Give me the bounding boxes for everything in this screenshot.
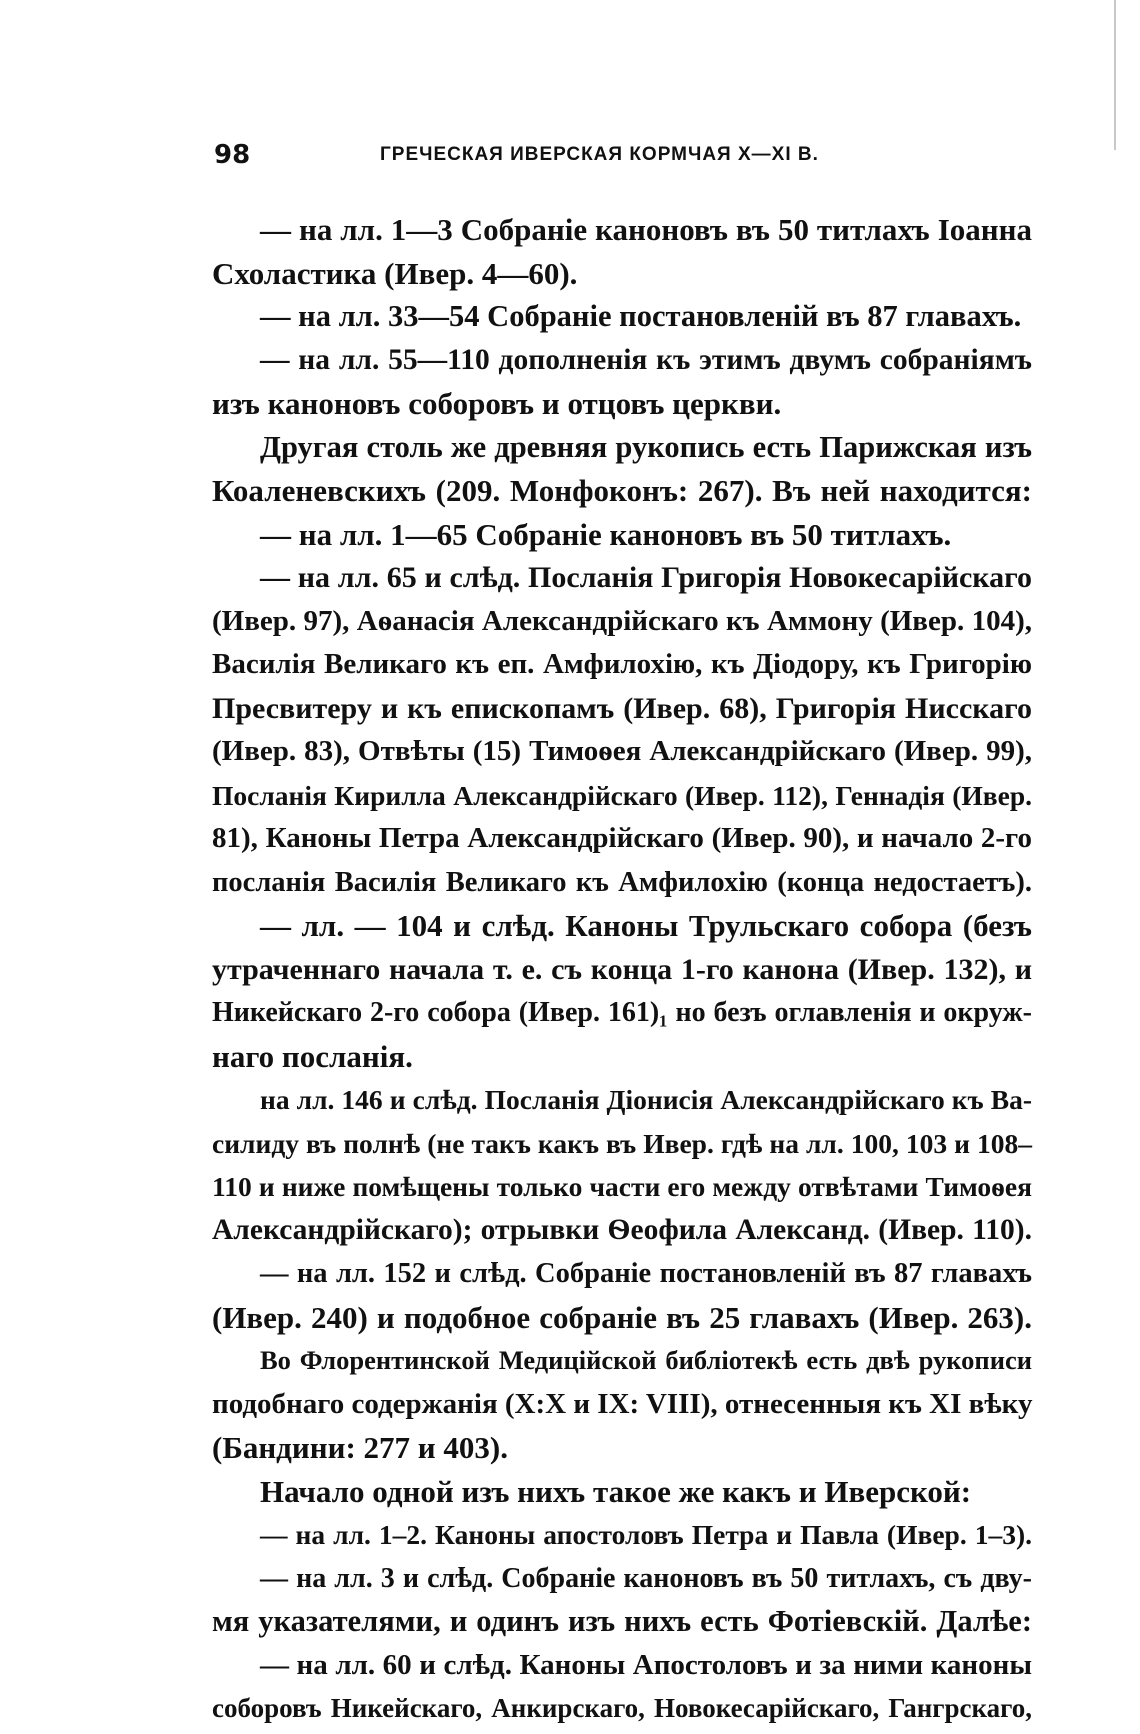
text-line: на лл. 146 и слѣд. Посланія Діонисія Александрійскаго къ Ва- xyxy=(260,1084,1032,1115)
text-line: — на лл. 1–2. Каноны апостоловъ Петра и Павла (Ивер. 1–3). xyxy=(260,1519,1032,1550)
text-line: — лл. — 104 и слѣд. Каноны Трульскаго собора (безъ xyxy=(260,908,1032,943)
text-line: наго посланія. xyxy=(212,1038,413,1074)
text-line: — на лл. 55—110 дополненія къ этимъ двумъ собраніямъ xyxy=(260,343,1032,376)
text-line: — на лл. 1—3 Собраніе каноновъ въ 50 титлахъ Іоанна xyxy=(260,212,1032,247)
text-line: соборовъ Никейскаго, Анкирскаго, Новокесарійскаго, Гангрскаго, xyxy=(212,1693,1032,1723)
text-line: (Ивер. 83), Отвѣты (15) Тимоѳея Александрійскаго (Ивер. 99), xyxy=(212,735,1032,767)
text-line: посланія Василія Великаго къ Амфилохію (конца недостаетъ). xyxy=(212,866,1032,898)
body-text xyxy=(212,208,1032,1731)
page-header xyxy=(214,140,1044,180)
text-line: Начало одной изъ нихъ такое же какъ и Иверской: xyxy=(260,1473,972,1509)
text-line: (Ивер. 97), Аѳанасія Александрійскаго къ Аммону (Ивер. 104), xyxy=(212,604,1032,637)
text-line: подобнаго содержанія (X:X и IX: VIII), отнесенныя къ XI вѣку xyxy=(212,1387,1033,1420)
text-line: — на лл. 1—65 Собраніе каноновъ въ 50 титлахъ. xyxy=(260,516,952,552)
text-line: Коаленевскихъ (209. Монфоконъ: 267). Въ ней находится: xyxy=(212,473,1032,508)
text-line: Александрійскаго); отрывки Ѳеофила Александ. (Ивер. 110). xyxy=(212,1213,1032,1246)
text-line: утраченнаго начала т. е. съ конца 1-го канона (Ивер. 132), и xyxy=(212,952,1032,986)
scan-edge-line xyxy=(1114,0,1116,150)
text-line: (Ивер. 240) и подобное собраніе въ 25 главахъ (Ивер. 263). xyxy=(212,1299,1032,1335)
text-line: Василія Великаго къ еп. Амфилохію, къ Діодору, къ Григорію xyxy=(212,648,1032,680)
text-line: — на лл. 33—54 Собраніе постановленій въ 87 главахъ. xyxy=(260,299,1022,333)
text-line: — на лл. 65 и слѣд. Посланія Григорія Новокесарійскаго xyxy=(260,561,1032,594)
running-title: ГРЕЧЕСКАЯ ИВЕРСКАЯ КОРМЧАЯ X—XI В. xyxy=(380,144,819,165)
text-line: Никейскаго 2-го собора (Ивер. 161)₁ но безъ оглавленія и окруж- xyxy=(212,997,1032,1028)
text-line: Другая столь же древняя рукопись есть Парижская изъ xyxy=(260,429,1032,464)
text-line: Посланія Кирилла Александрійскаго (Ивер. 112), Геннадія (Ивер. xyxy=(212,779,1032,811)
text-line: Схоластика (Ивер. 4—60). xyxy=(212,255,578,291)
page-number: 98 xyxy=(214,140,251,170)
text-line: — на лл. 3 и слѣд. Собраніе каноновъ въ 50 титлахъ, съ дву- xyxy=(260,1562,1032,1594)
text-line: мя указателями, и одинъ изъ нихъ есть Фотіевскій. Далѣе: xyxy=(212,1604,1032,1638)
text-line: — на лл. 60 и слѣд. Каноны Апостоловъ и за ними каноны xyxy=(260,1648,1032,1681)
text-line: Пресвитеру и къ епископамъ (Ивер. 68), Григорія Нисскаго xyxy=(212,691,1032,725)
text-line: 81), Каноны Петра Александрійскаго (Ивер. 90), и начало 2-го xyxy=(212,822,1032,854)
text-line: Во Флорентинской Медиційской библіотекѣ есть двѣ рукописи xyxy=(260,1345,1032,1375)
text-line: силиду въ полнѣ (не такъ какъ въ Ивер. гдѣ на лл. 100, 103 и 108– xyxy=(212,1127,1032,1159)
text-line: 110 и ниже помѣщены только части его между отвѣтами Тимоѳея xyxy=(212,1171,1032,1202)
text-line: изъ каноновъ соборовъ и отцовъ церкви. xyxy=(212,386,782,421)
text-line: (Бандини: 277 и 403). xyxy=(212,1430,508,1465)
text-line: — на лл. 152 и слѣд. Собраніе постановленій въ 87 главахъ xyxy=(260,1258,1032,1289)
